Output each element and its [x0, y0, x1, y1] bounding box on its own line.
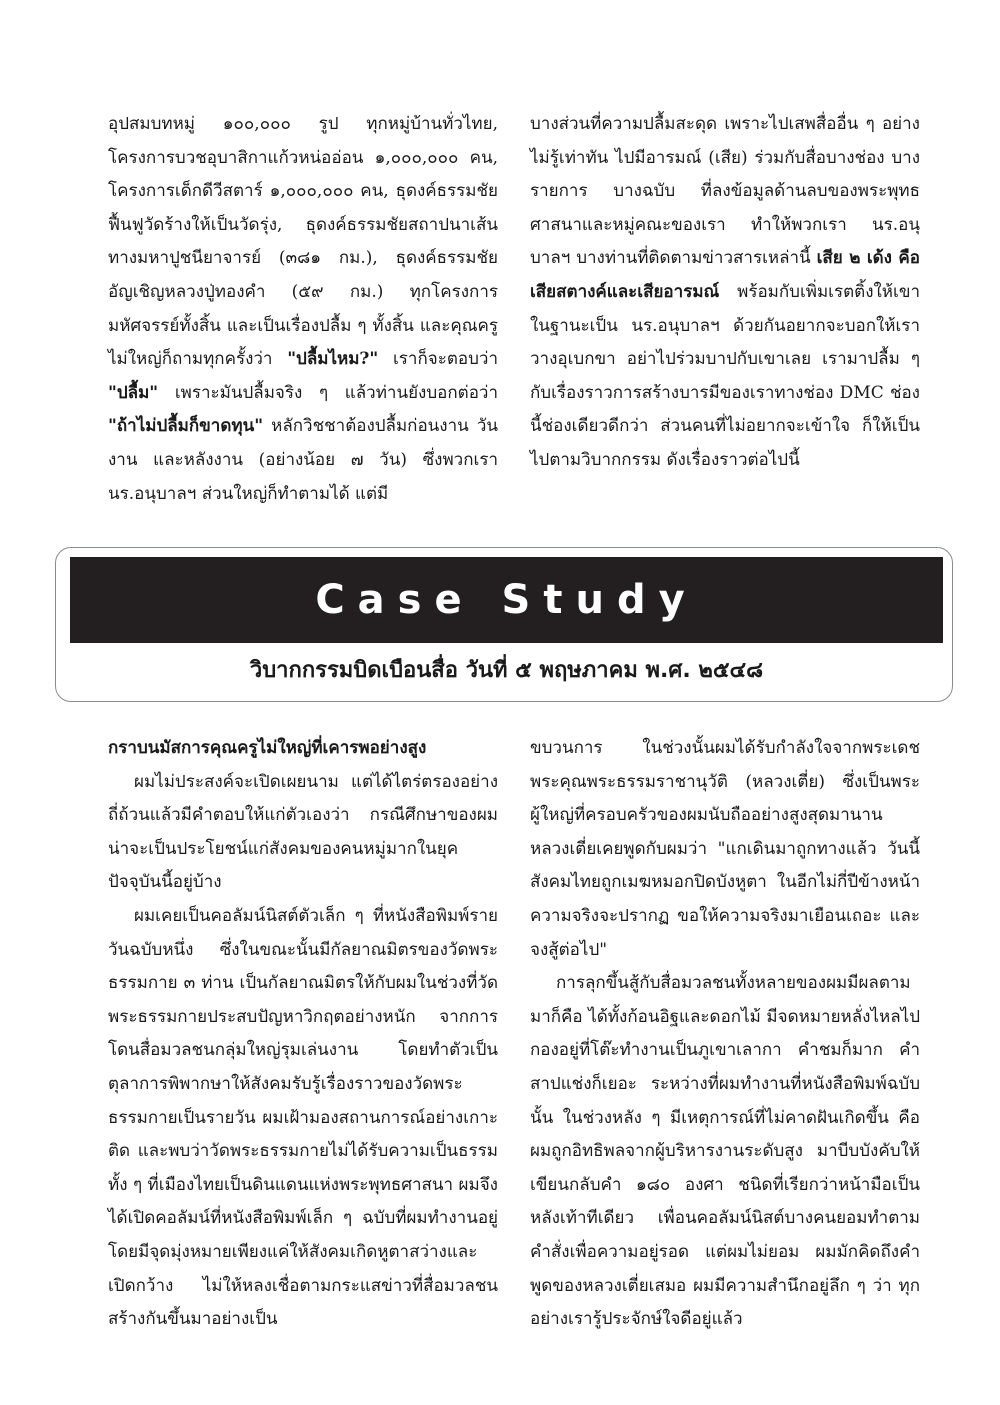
bottom-left-paragraph-2: ผมเคยเป็นคอลัมน์นิสต์ตัวเล็ก ๆ ที่หนังสือพิมพ์รายวันฉบับหนึ่ง ซึ่งในขณะนั้นมีกัลยาณมิตรของวัดพระธรรมกาย ๓ ท่าน เป็นกัลยาณมิตรให้กับผมในช่วงที่วัดพระธรรมกายประสบปัญหาวิกฤตอย่างหนัก จากการโดนสื่อมวลชนกลุ่มใหญ่รุมเล่นงาน โดยทำตัวเป็นตุลาการพิพากษาให้สังคมรับรู้เรื่องราวของวัดพระธรรมกายเป็นรายวัน ผมเฝ้ามองสถานการณ์อย่างเกาะติด และพบว่าวัดพระธรรมกายไม่ได้รับความเป็นธรรม ทั้ง ๆ ที่เมืองไทยเป็นดินแดนแห่งพระพุทธศาสนา ผมจึงได้เปิดคอลัมน์ที่หนังสือพิมพ์เล็ก ๆ ฉบับที่ผมทำงานอยู่ โดยมีจุดมุ่งหมายเพียงแค่ให้สังคมเกิดหูตาสว่างและเปิดกว้าง ไม่ให้หลงเชื่อตามกระแสข่าวที่สื่อมวลชนสร้างกันขึ้นมาอย่างเป็น [108, 905, 498, 1330]
letter-salutation: กราบนมัสการคุณครูไม่ใหญ่ที่เคารพอย่างสูง [108, 738, 427, 758]
bottom-left-paragraph-1: ผมไม่ประสงค์จะเปิดเผยนาม แต่ได้ไตร่ตรองอย่างถี่ถ้วนแล้วมีคำตอบให้แก่ตัวเองว่า กรณีศึกษาของผมน่าจะเป็นประโยชน์แก่สังคมของคนหมู่มากในยุคปัจจุบันนี้อยู่บ้าง [108, 771, 498, 893]
bottom-right-paragraph-1: ขบวนการ ในช่วงนั้นผมได้รับกำลังใจจากพระเดชพระคุณพระธรรมราชานุวัติ (หลวงเตี่ย) ซึ่งเป็นพระผู้ใหญ่ที่ครอบครัวของผมนับถืออย่างสูงสุดมานาน หลวงเตี่ยเคยพูดกับผมว่า "แกเดินมาถูกทางแล้ว วันนี้สังคมไทยถูกเมฆหมอกปิดบังหูตา ในอีกไม่กี่ปีข้างหน้าความจริงจะปรากฏ ขอให้ความจริงมาเยือนเถอะ และจงสู้ต่อไป" [530, 738, 920, 960]
top-left-column [108, 108, 498, 511]
emphasis-sia-song-deng: เสีย ๒ เด้ง คือ เสียสตางค์และเสียอารมณ์ [530, 248, 920, 302]
emphasis-pleum: "ปลื้ม" [108, 382, 159, 403]
emphasis-pleum-mai: "ปลื้มไหม?" [287, 349, 379, 370]
top-right-paragraph: บางส่วนที่ความปลื้มสะดุด เพราะไปเสพสื่ออื่น ๆ อย่างไม่รู้เท่าทัน ไปมีอารมณ์ (เสีย) ร่วมกับสื่อบางช่อง บางรายการ บางฉบับ ที่ลงข้อมูลด้านลบของพระพุทธศาสนาและหมู่คณะของเรา ทำให้พวกเรา นร.อนุบาลฯ บางท่านที่ติดตามข่าวสารเหล่านี้ เสีย ๒ เด้ง คือ เสียสตางค์และเสียอารมณ์ พร้อมกับเพิ่มเรตติ้งให้เขา ในฐานะเป็น นร.อนุบาลฯ ด้วยกันอยากจะบอกให้เราวางอุเบกขา อย่าไปร่วมบาปกับเขาเลย เรามาปลื้ม ๆ กับเรื่องราวการสร้างบารมีของเราทางช่อง DMC ช่องนี้ช่องเดียวดีกว่า ส่วนคนที่ไม่อยากจะเข้าใจ ก็ให้เป็นไปตามวิบากกรรม ดังเรื่องราวต่อไปนี้ [530, 114, 920, 470]
top-left-paragraph: อุปสมบทหมู่ ๑๐๐,๐๐๐ รูป ทุกหมู่บ้านทั่วไทย, โครงการบวชอุบาสิกาแก้วหน่ออ่อน ๑,๐๐๐,๐๐๐ คน, โครงการเด็กดีวีสตาร์ ๑,๐๐๐,๐๐๐ คน, ธุดงค์ธรรมชัยฟื้นฟูวัดร้างให้เป็นวัดรุ่ง, ธุดงค์ธรรมชัยสถาปนาเส้นทางมหาปูชนียาจารย์ (๓๘๑ กม.), ธุดงค์ธรรมชัยอัญเชิญหลวงปู่ทองคำ (๕๙ กม.) ทุกโครงการมหัศจรรย์ทั้งสิ้น และเป็นเรื่องปลื้ม ๆ ทั้งสิ้น และคุณครูไม่ใหญ่ก็ถามทุกครั้งว่า "ปลื้มไหม?" เราก็จะตอบว่า "ปลื้ม" เพราะมันปลื้มจริง ๆ แล้วท่านยังบอกต่อว่า "ถ้าไม่ปลื้มก็ขาดทุน" หลักวิชชาต้องปลื้มก่อนงาน วันงาน และหลังงาน (อย่างน้อย ๗ วัน) ซึ่งพวกเรา นร.อนุบาลฯ ส่วนใหญ่ก็ทำตามได้ แต่มี [108, 114, 498, 504]
case-study-banner [70, 557, 943, 643]
top-right-column [530, 108, 920, 478]
emphasis-khat-thun: "ถ้าไม่ปลื้มก็ขาดทุน" [108, 416, 264, 437]
bottom-left-column [108, 732, 498, 1337]
case-study-title: Case Study [315, 577, 698, 623]
bottom-right-paragraph-2: การลุกขึ้นสู้กับสื่อมวลชนทั้งหลายของผมมีผลตามมาก็คือ ได้ทั้งก้อนอิฐและดอกไม้ มีจดหมายหลั่งไหลไปกองอยู่ที่โต๊ะทำงานเป็นภูเขาเลากา คำชมก็มาก คำสาปแช่งก็เยอะ ระหว่างที่ผมทำงานที่หนังสือพิมพ์ฉบับนั้น ในช่วงหลัง ๆ มีเหตุการณ์ที่ไม่คาดฝันเกิดขึ้น คือ ผมถูกอิทธิพลจากผู้บริหารงานระดับสูง มาบีบบังคับให้เขียนกลับคำ ๑๘๐ องศา ชนิดที่เรียกว่าหน้ามือเป็นหลังเท้าทีเดียว เพื่อนคอลัมน์นิสต์บางคนยอมทำตามคำสั่งเพื่อความอยู่รอด แต่ผมไม่ยอม ผมมักคิดถึงคำพูดของหลวงเตี่ยเสมอ ผมมีความสำนึกอยู่ลึก ๆ ว่า ทุกอย่างเรารู้ประจักษ์ใจดีอยู่แล้ว [530, 973, 920, 1330]
bottom-right-column [530, 732, 920, 1337]
case-study-subtitle: วิบากกรรมบิดเบือนสื่อ วันที่ ๕ พฤษภาคม พ.ศ. ๒๕๔๘ [249, 658, 764, 683]
